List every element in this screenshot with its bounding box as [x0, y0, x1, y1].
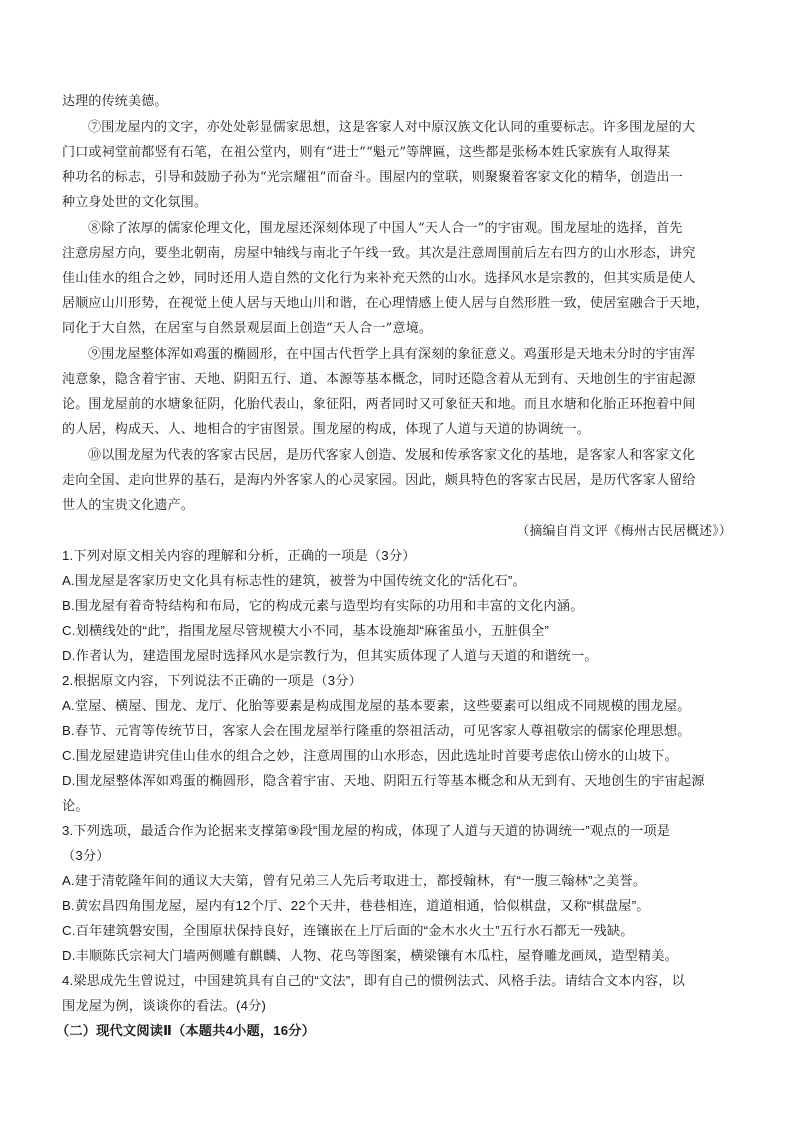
question-2-option-a: A.堂屋、横屋、围龙、龙厅、化胎等要素是构成围龙屋的基本要素，这些要素可以组成不同规模的围龙屋。 [62, 698, 691, 713]
passage-line: 达理的传统美德。 [62, 94, 168, 109]
question-3-option-c: C.百年建筑磐安围，全围原状保持良好，连镶嵌在上厅后面的“金木水火土”五行水石都无一残缺。 [62, 923, 634, 938]
paragraph-8-line: 居顺应山川形势，在视觉上使人居与天地山川和谐，在心理情感上使人居与自然形胜一致，使居室融合于天地， [62, 296, 709, 311]
question-4-stem-cont: 围龙屋为例，谈谈你的看法。(4分) [62, 998, 267, 1013]
question-3-option-b: B.黄宏昌四角围龙屋，屋内有12个厅、22个天井，巷巷相连，道道相通，恰似棋盘，又称“棋盘屋”。 [62, 898, 650, 913]
question-3-points: （3分） [62, 848, 110, 863]
question-3-option-a: A.建于清乾隆年间的通议大夫第，曾有兄弟三人先后考取进士，都授翰林，有“一腹三翰林”之美誉。 [62, 873, 647, 888]
source-citation: （摘编自肖文评《梅州古民居概述》） [516, 524, 732, 539]
paragraph-8-line: ⑧除了浓厚的儒家伦理文化，围龙屋还深刻体现了中国人“天人合一”的宇宙观。围龙屋址的选择，首先 [88, 221, 683, 236]
paragraph-7-line: ⑦围龙屋内的文字，亦处处彰显儒家思想，这是客家人对中原汉族文化认同的重要标志。许多围龙屋的大 [88, 120, 696, 135]
paragraph-8-line: 佳山佳水的组合之妙，同时还用人造自然的文化行为来补充天然的山水。选择风水是宗教的，但其实质是使人 [62, 271, 696, 286]
paragraph-9-line: 论。围龙屋前的水塘象征阴，化胎代表山，象征阳，两者同时又可象征天和地。而且水塘和化胎正环抱着中间 [62, 397, 696, 412]
paragraph-10-line: 走向全国、走向世界的基石，是海内外客家人的心灵家园。因此，颇具特色的客家古民居，是历代客家人留给 [62, 473, 696, 488]
paragraph-9-line: 沌意象，隐含着宇宙、天地、阴阳五行、道、本源等基本概念，同时还隐含着从无到有、天地创生的宇宙起源 [62, 372, 696, 387]
question-2-option-c: C.围龙屋建造讲究佳山佳水的组合之妙，注意周围的山水形态，因此选址时首要考虑依山傍水的山坡下。 [62, 748, 679, 763]
paragraph-8-line: 注意房屋方向，要坐北朝南，房屋中轴线与南北子午线一致。其次是注意周围前后左右四方的山水形态，讲究 [62, 246, 696, 261]
paragraph-7-line: 种立身处世的文化氛围。 [62, 195, 208, 210]
paragraph-10-line: ⑩以围龙屋为代表的客家古民居，是历代客家人创造、发展和传承客家文化的基地，是客家人和客家文化 [88, 448, 696, 463]
paragraph-8-line: 同化于大自然，在居室与自然景观层面上创造“天人合一”意境。 [62, 321, 433, 336]
question-2-option-d-cont: 论。 [62, 798, 89, 813]
paragraph-10-line: 世人的宝贵文化遗产。 [62, 498, 195, 513]
question-1-option-d: D.作者认为，建造围龙屋时选择风水是宗教行为，但其实质体现了人道与天道的和谐统一。 [62, 648, 598, 663]
question-2-option-b: B.春节、元宵等传统节日，客家人会在围龙屋举行隆重的祭祖活动，可见客家人尊祖敬宗的儒家伦理思想。 [62, 723, 691, 738]
question-3-stem: 3.下列选项，最适合作为论据来支撑第⑨段“围龙屋的构成，体现了人道与天道的协调统一”观点的一项是 [62, 823, 671, 838]
question-1-option-b: B.围龙屋有着奇特结构和布局，它的构成元素与造型均有实际的功用和丰富的文化内涵。 [62, 598, 584, 613]
question-1-option-c: C.划横线处的“此”，指围龙屋尽管规模大小不同，基本设施却“麻雀虽小，五脏俱全” [62, 623, 550, 638]
question-2-stem: 2.根据原文内容，下列说法不正确的一项是（3分） [62, 673, 363, 688]
paragraph-7-line: 门口或祠堂前都竖有石笔，在祖公堂内，则有“进士”“魁元”等牌匾，这些都是张杨本姓氏家族有人取得某 [62, 145, 671, 160]
question-2-option-d: D.围龙屋整体浑如鸡蛋的椭圆形，隐含着宇宙、天地、阴阳五行等基本概念和从无到有、天地创生的宇宙起源 [62, 773, 705, 788]
question-1-stem: 1.下列对原文相关内容的理解和分析，正确的一项是（3分） [62, 548, 416, 563]
question-4-stem: 4.梁思成先生曾说过，中国建筑具有自己的“文法”，即有自己的惯例法式、风格手法。请结合文本内容，以 [62, 973, 686, 988]
section-heading: （二）现代文阅读Ⅱ（本题共4小题，16分） [56, 1023, 316, 1038]
paragraph-9-line: ⑨围龙屋整体浑如鸡蛋的椭圆形，在中国古代哲学上具有深刻的象征意义。鸡蛋形是天地未分时的宇宙浑 [88, 347, 696, 362]
question-1-option-a: A.围龙屋是客家历史文化具有标志性的建筑，被誉为中国传统文化的“活化石”。 [62, 573, 526, 588]
paragraph-9-line: 的人居，构成天、人、地相合的宇宙图景。围龙屋的构成，体现了人道与天道的协调统一。 [62, 422, 591, 437]
question-3-option-d: D.丰顺陈氏宗祠大门墙两侧雕有麒麟、人物、花鸟等图案，横梁镶有木瓜柱，屋脊雕龙画凤，造型精美。 [62, 948, 679, 963]
paragraph-7-line: 种功名的标志，引导和鼓励子孙为“光宗耀祖”而奋斗。围屋内的堂联，则聚聚着客家文化的精华，创造出一 [62, 170, 683, 185]
